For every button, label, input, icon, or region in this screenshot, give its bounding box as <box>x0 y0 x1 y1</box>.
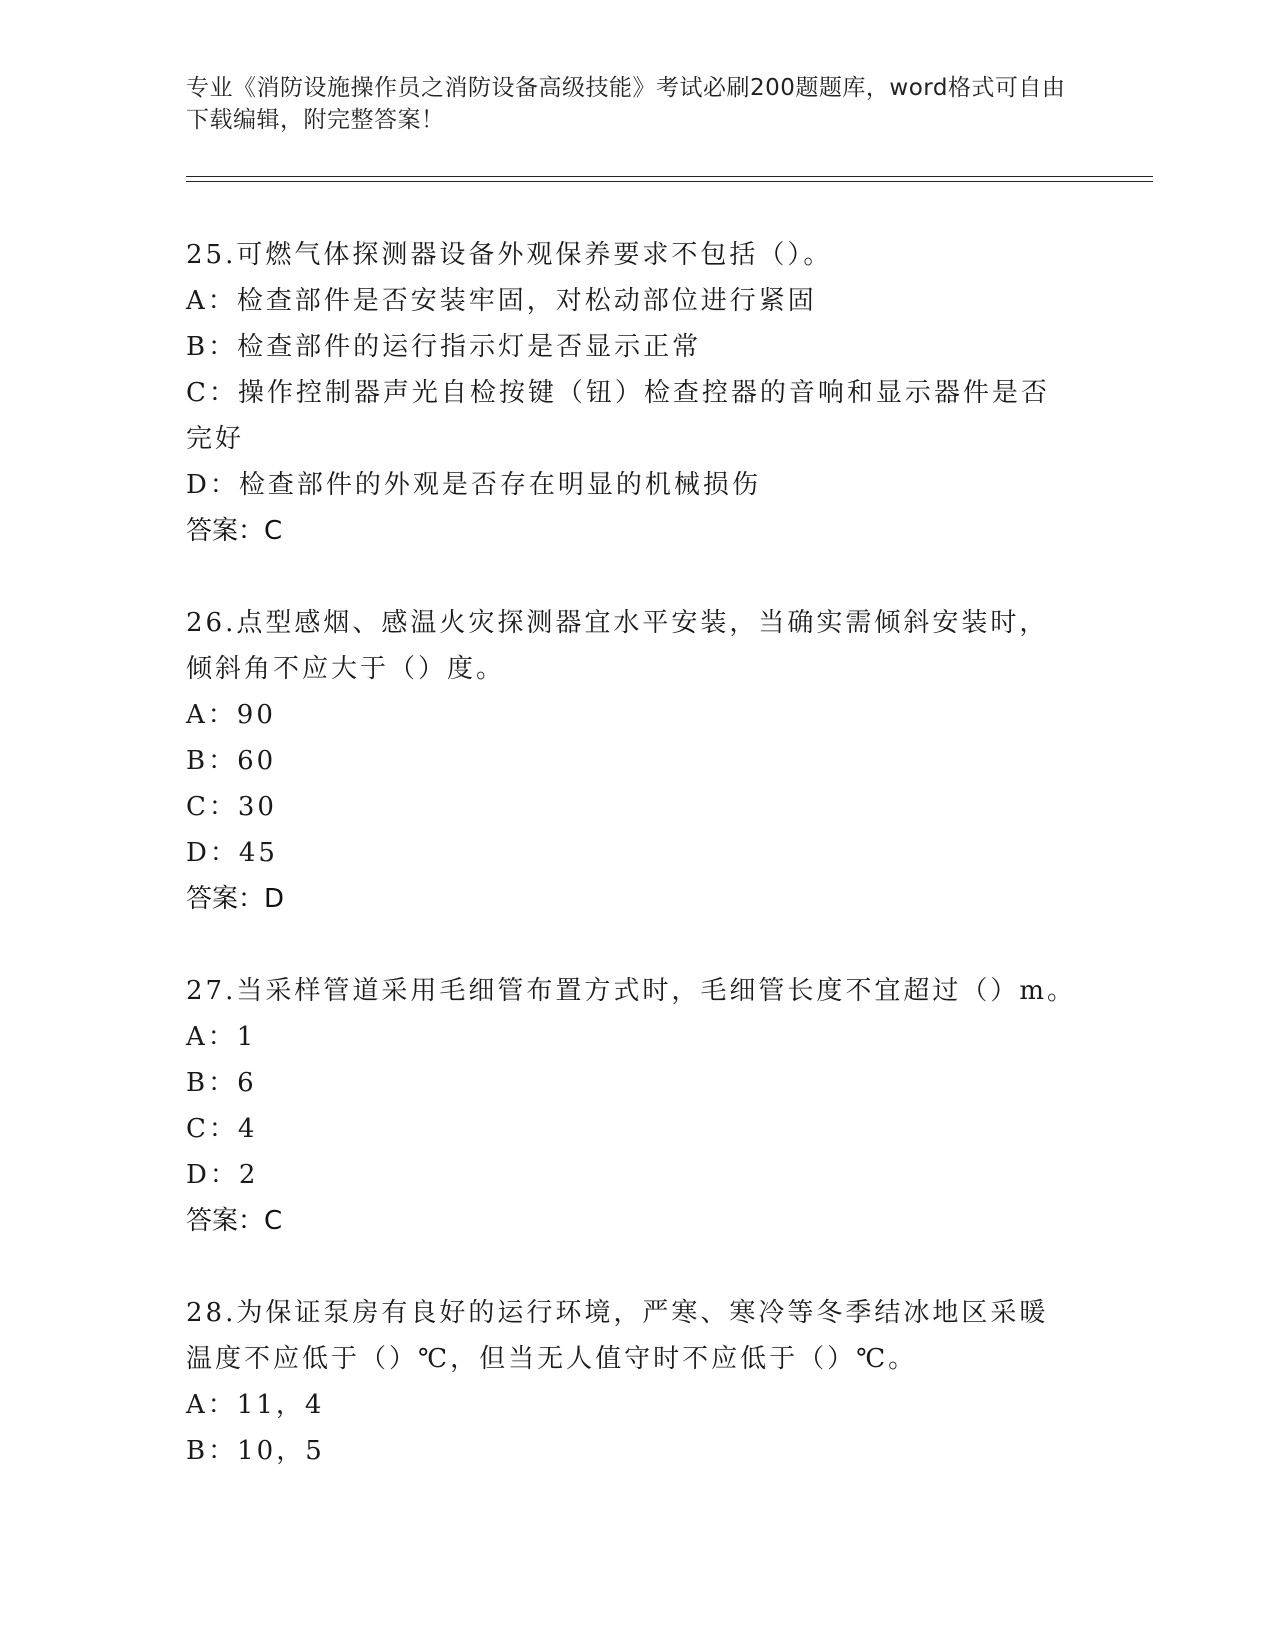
question-list <box>186 232 1076 1520</box>
option-b: B：10，5 <box>186 1436 325 1466</box>
answer-line: 答案：D <box>186 884 285 914</box>
answer-line: 答案：C <box>186 1206 283 1236</box>
option-b: B：60 <box>186 746 277 776</box>
header-divider-bottom <box>186 181 1153 182</box>
option-d: D：2 <box>186 1160 259 1190</box>
question-stem: 25.可燃气体探测器设备外观保养要求不包括（）。 <box>186 240 833 270</box>
question-stem: 28.为保证泵房有良好的运行环境，严寒、寒冷等冬季结冰地区采暖温度不应低于（）℃，但当无人值守时不应低于（）℃。 <box>186 1298 1049 1374</box>
option-b: B：检查部件的运行指示灯是否显示正常 <box>186 332 702 362</box>
question-stem: 27.当采样管道采用毛细管布置方式时，毛细管长度不宜超过（）m。 <box>186 976 1077 1006</box>
option-b: B：6 <box>186 1068 257 1098</box>
document-header: 专业《消防设施操作员之消防设备高级技能》考试必刷200题题库，word格式可自由下载编辑，附完整答案！ <box>186 75 1066 133</box>
answer-line: 答案：C <box>186 516 283 546</box>
option-a: A：11，4 <box>186 1390 325 1420</box>
option-d: D：45 <box>186 838 278 868</box>
option-c: C：30 <box>186 792 277 822</box>
question-26 <box>186 600 1076 922</box>
option-c: C：操作控制器声光自检按键（钮）检查控器的音响和显示器件是否完好 <box>186 378 1050 454</box>
option-a: A：90 <box>186 700 276 730</box>
question-27 <box>186 968 1076 1244</box>
question-28 <box>186 1290 1076 1474</box>
option-a: A：1 <box>186 1022 257 1052</box>
question-stem: 26.点型感烟、感温火灾探测器宜水平安装，当确实需倾斜安装时，倾斜角不应大于（）度。 <box>186 608 1049 684</box>
option-d: D：检查部件的外观是否存在明显的机械损伤 <box>186 470 761 500</box>
option-a: A：检查部件是否安装牢固，对松动部位进行紧固 <box>186 286 817 316</box>
question-25 <box>186 232 1076 554</box>
option-c: C：4 <box>186 1114 258 1144</box>
header-divider-top <box>186 176 1153 177</box>
